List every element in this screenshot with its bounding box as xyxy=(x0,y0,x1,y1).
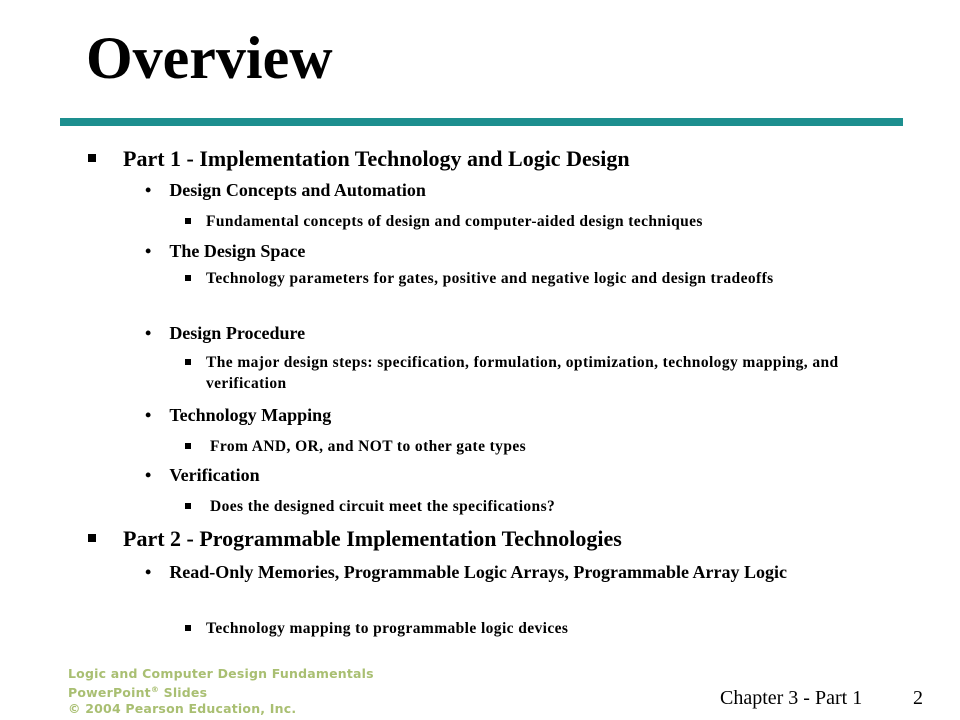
outline-level1-item xyxy=(88,526,888,552)
outline-text: Design Procedure xyxy=(169,323,306,343)
outline-text: From AND, OR, and NOT to other gate types xyxy=(210,438,527,455)
square-bullet-icon xyxy=(185,625,191,631)
square-bullet-icon xyxy=(185,275,191,281)
logo-line-copyright: © 2004 Pearson Education, Inc. xyxy=(68,701,297,717)
outline-text: Part 2 - Programmable Implementation Technologies xyxy=(123,526,622,551)
outline-level2-item xyxy=(145,240,905,262)
outline-level3-item xyxy=(185,268,875,289)
square-bullet-icon xyxy=(185,359,191,365)
outline-level3-item xyxy=(185,436,875,457)
outline-text: Does the designed circuit meet the specifications? xyxy=(210,498,556,515)
outline-level3-item xyxy=(185,352,875,394)
dot-bullet-icon: • xyxy=(145,562,152,582)
outline-text: Design Concepts and Automation xyxy=(169,180,426,200)
outline-text: Read-Only Memories, Programmable Logic Arrays, Programmable Array Logic xyxy=(169,562,788,582)
square-bullet-icon xyxy=(185,503,191,509)
outline-text: Fundamental concepts of design and computer-aided design techniques xyxy=(206,213,703,230)
outline-level2-item xyxy=(145,404,905,426)
outline-level3-item xyxy=(185,618,875,639)
publisher-logo xyxy=(68,666,374,717)
slide-title: Overview xyxy=(86,25,333,91)
outline-text: The Design Space xyxy=(169,241,306,261)
logo-line-book: Logic and Computer Design Fundamentals xyxy=(68,666,374,681)
outline-level1-item xyxy=(88,146,888,172)
dot-bullet-icon: • xyxy=(145,323,152,343)
dot-bullet-icon: • xyxy=(145,465,152,485)
footer-chapter: Chapter 3 - Part 1 xyxy=(720,687,863,709)
outline-level2-item xyxy=(145,561,885,583)
dot-bullet-icon: • xyxy=(145,241,152,261)
page-number: 2 xyxy=(913,687,923,709)
dot-bullet-icon: • xyxy=(145,405,152,425)
outline-text: Technology mapping to programmable logic devices xyxy=(206,620,569,637)
title-divider xyxy=(60,118,903,126)
outline-level2-item xyxy=(145,179,905,201)
outline-level3-item xyxy=(185,496,875,517)
outline-level2-item xyxy=(145,464,905,486)
dot-bullet-icon: • xyxy=(145,180,152,200)
square-bullet-icon xyxy=(185,218,191,224)
outline-text: Technology parameters for gates, positive and negative logic and design tradeoffs xyxy=(206,270,774,287)
square-bullet-icon xyxy=(88,534,96,542)
square-bullet-icon xyxy=(185,443,191,449)
outline-level2-item xyxy=(145,322,905,344)
outline-text: Verification xyxy=(169,465,260,485)
outline-text: The major design steps: specification, formulation, optimization, technology mapping, and verification xyxy=(206,354,839,392)
outline-text: Technology Mapping xyxy=(169,405,332,425)
outline-level3-item xyxy=(185,211,875,232)
square-bullet-icon xyxy=(88,154,96,162)
logo-line-slides: PowerPoint® Slides xyxy=(68,685,208,701)
outline-text: Part 1 - Implementation Technology and Logic Design xyxy=(123,146,630,171)
